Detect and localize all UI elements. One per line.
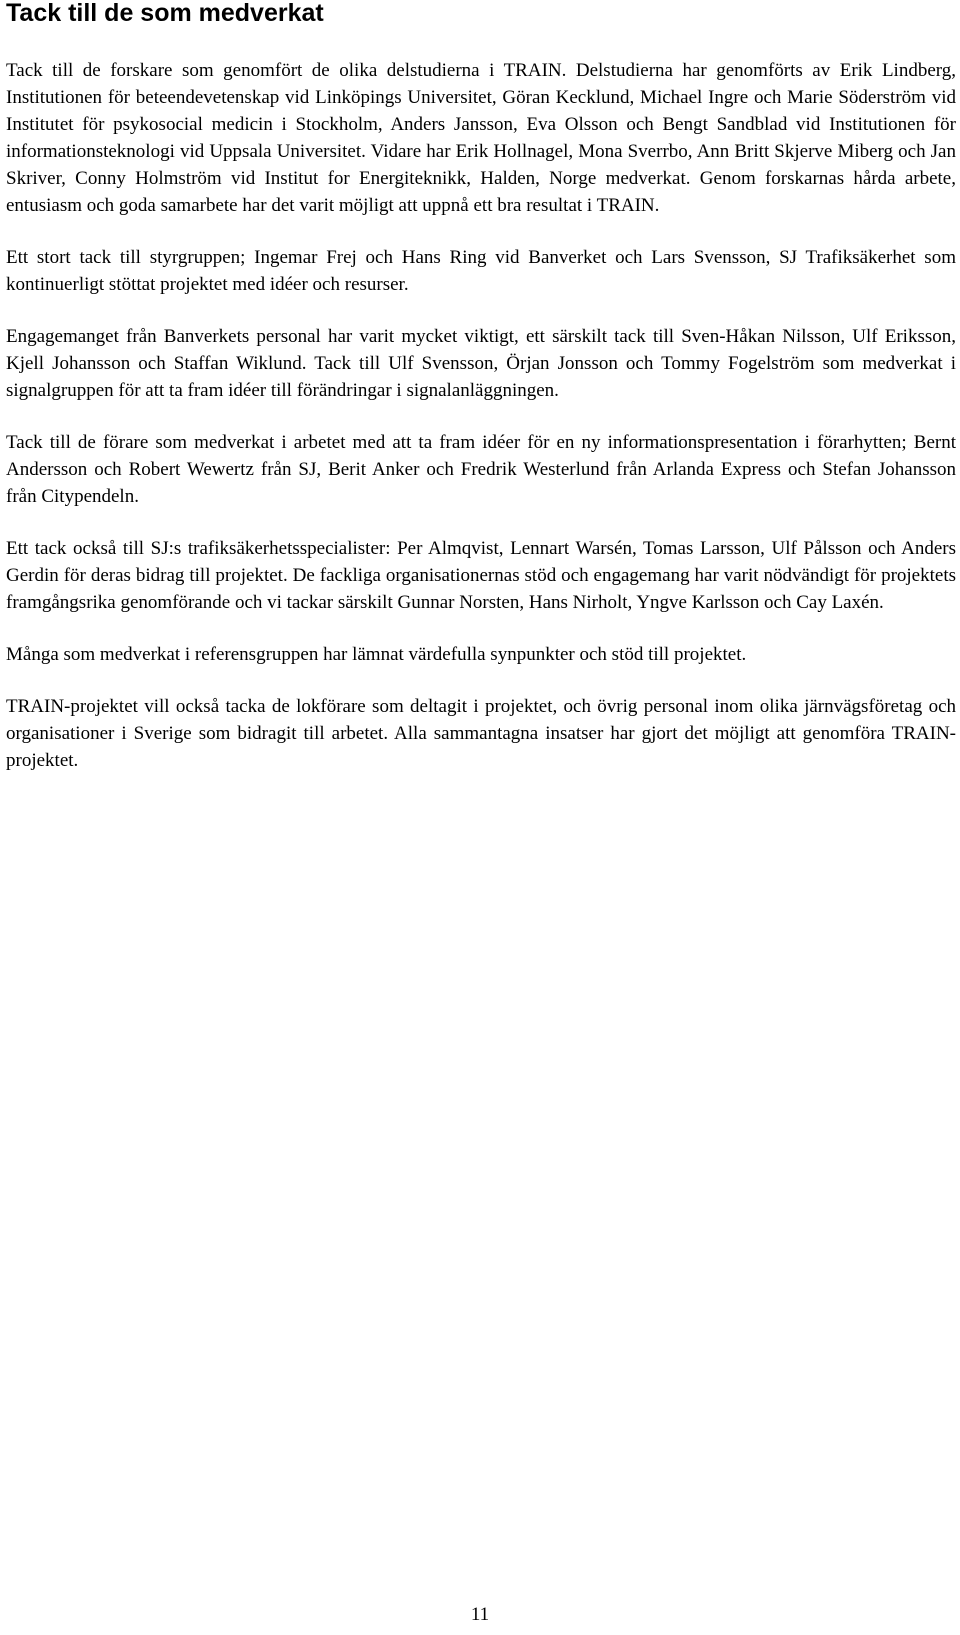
paragraph-drivers: Tack till de förare som medverkat i arbetet med att ta fram idéer för en ny informationspresentation i förarhytten; Bernt Andersson och Robert Wewertz från SJ, Berit Anker och Fredrik Westerlund från Arlanda Express och Stefan Johansson från Citypendeln. xyxy=(6,432,956,507)
document-page xyxy=(6,0,956,774)
paragraph-final-thanks: TRAIN-projektet vill också tacka de lokförare som deltagit i projektet, och övrig personal inom olika järnvägsföretag och organisationer i Sverige som bidragit till arbetet. Alla sammantagna insatser har gjort det möjligt att genomföra TRAIN-projektet. xyxy=(6,696,956,771)
paragraph-researchers: Tack till de forskare som genomfört de olika delstudierna i TRAIN. Delstudierna har genomförts av Erik Lindberg, Institutionen för beteendevetenskap vid Linköpings Universitet, Göran Kecklund, Michael Ingre och Marie Söderström vid Institutet för psykosocial medicin i Stockholm, Anders Jansson, Eva Olsson och Bengt Sandblad vid Institutionen för informationsteknologi vid Uppsala Universitet. Vidare har Erik Hollnagel, Mona Sverrbo, Ann Britt Skjerve Miberg och Jan Skriver, Conny Holmström vid Institut for Energiteknikk, Halden, Norge medverkat. Genom forskarnas hårda arbete, entusiasm och goda samarbete har det varit möjligt att uppnå ett bra resultat i TRAIN. xyxy=(6,60,956,216)
page-number: 11 xyxy=(470,1604,490,1625)
paragraph-reference-group: Många som medverkat i referensgruppen har lämnat värdefulla synpunkter och stöd till projektet. xyxy=(6,644,747,665)
paragraph-steering-group: Ett stort tack till styrgruppen; Ingemar Frej och Hans Ring vid Banverket och Lars Svensson, SJ Trafiksäkerhet som kontinuerligt stöttat projektet med idéer och resurser. xyxy=(6,247,956,295)
paragraph-safety-specialists: Ett tack också till SJ:s trafiksäkerhetsspecialister: Per Almqvist, Lennart Warsén, Tomas Larsson, Ulf Pålsson och Anders Gerdin för deras bidrag till projektet. De fackliga organisationernas stöd och engagemang har varit nödvändigt för projektets framgångsrika genomförande och vi tackar särskilt Gunnar Norsten, Hans Nirholt, Yngve Karlsson och Cay Laxén. xyxy=(6,538,956,613)
paragraph-banverket-staff: Engagemanget från Banverkets personal har varit mycket viktigt, ett särskilt tack till Sven-Håkan Nilsson, Ulf Eriksson, Kjell Johansson och Staffan Wiklund. Tack till Ulf Svensson, Örjan Jonsson och Tommy Fogelström som medverkat i signalgruppen för att ta fram idéer till förändringar i signalanläggningen. xyxy=(6,326,956,401)
section-heading: Tack till de som medverkat xyxy=(6,0,324,27)
